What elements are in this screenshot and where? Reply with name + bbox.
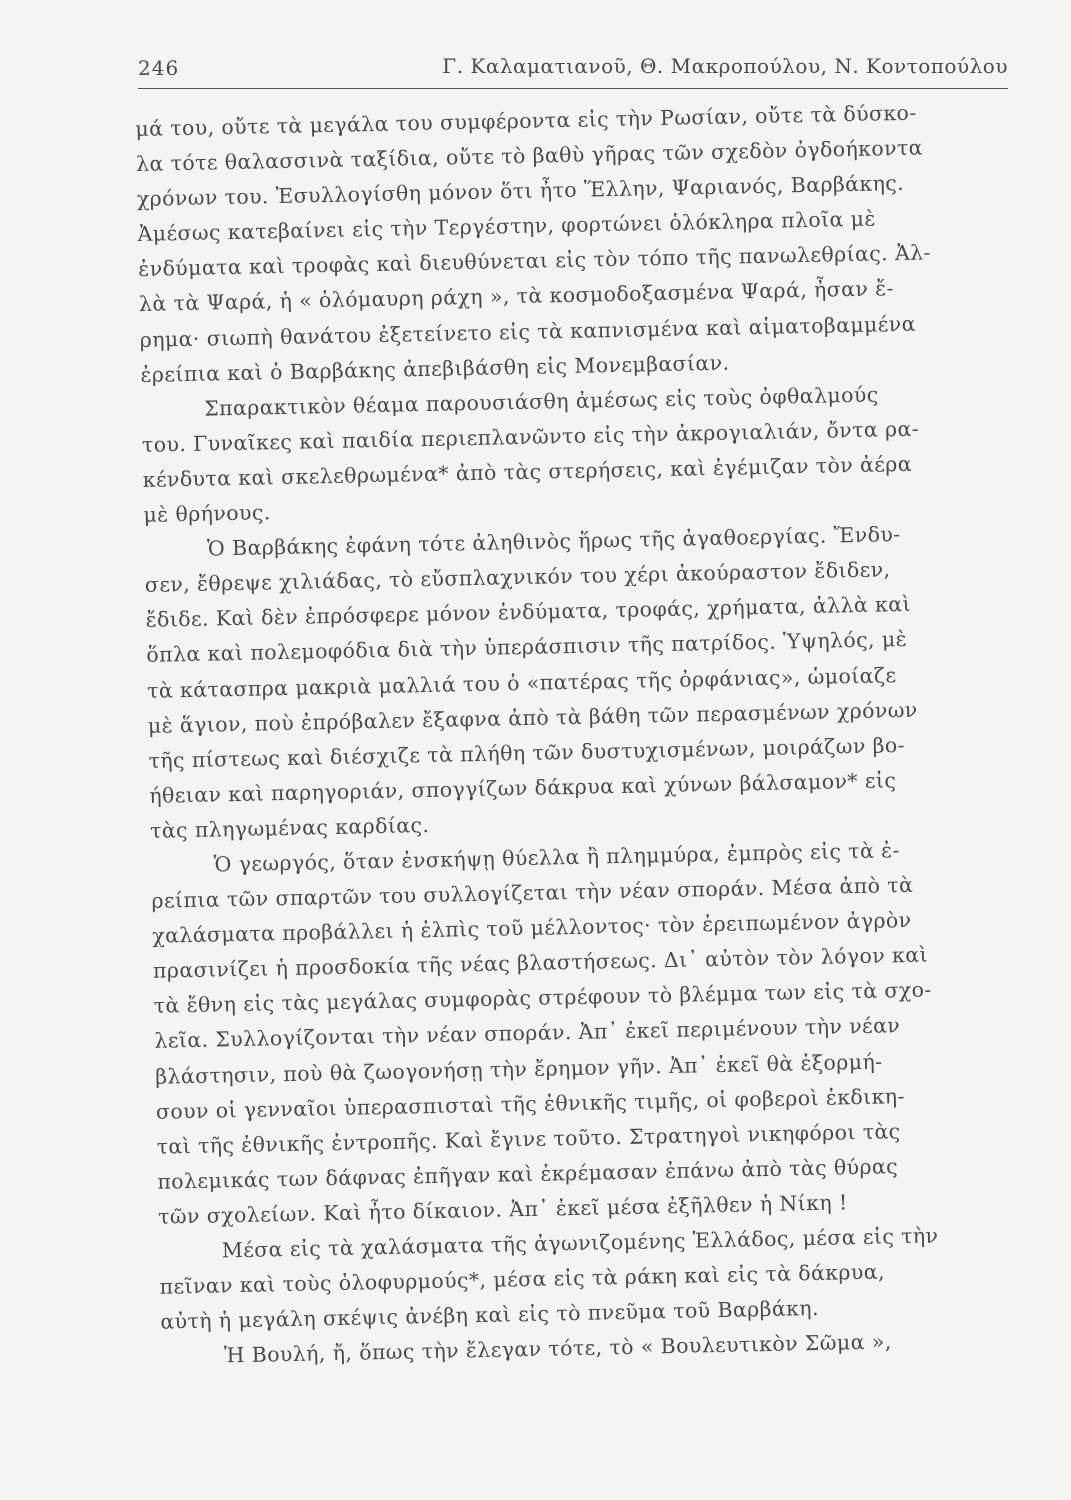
text-line: μά του, οὔτε τὰ μεγάλα του συμφέροντα εἰς τὴν Ρωσίαν, οὔτε τὰ δύσκο- [135,100,917,141]
text-line: Ὁ γεωργός, ὅταν ἐνσκήψῃ θύελλα ἢ πλημμύρα, ἐμπρὸς εἰς τὰ ἐ- [213,838,901,877]
text-line: ἐνδύματα καὶ τροφὰς καὶ διευθύνεται εἰς τὸν τόπο τῆς πανωλεθρίας. Ἀλ- [138,240,932,282]
text-line: Μέσα εἰς τὰ χαλάσματα τῆς ἀγωνιζομένης Ἑλλάδος, μέσα εἰς τὴν [221,1223,939,1263]
text-line: ὅπλα καὶ πολεμοφόδια διὰ τὴν ὑπεράσπισιν τῆς πατρίδος. Ὑψηλός, μὲ [146,627,908,668]
page-number: 246 [138,56,180,80]
text-line: ἔδιδε. Καὶ δὲν ἐπρόσφερε μόνον ἐνδύματα, τροφάς, χρήματα, ἀλλὰ καὶ [145,592,912,633]
text-line: Ἡ Βουλή, ἤ, ὅπως τὴν ἔλεγαν τότε, τὸ « Βουλευτικὸν Σῶμα », [223,1329,892,1368]
text-line: Ἀμέσως κατεβαίνει εἰς τὴν Τεργέστην, φορτώνει ὁλόκληρα πλοῖα μὲ [137,206,877,247]
text-line: τὰ κάτασπρα μακριὰ μαλλιά του ὁ «πατέρας τῆς ὀρφάνιας», ὡμοίαζε [146,662,897,703]
text-line: κένδυτα καὶ σκελεθρωμένα* ἀπὸ τὰς στερήσεις, καὶ ἐγέμιζαν τὸν ἀέρα [142,451,913,492]
text-line: τῆς πίστεως καὶ διέσχιζε τὰ πλήθη τῶν δυστυχισμένων, μοιράζων βο- [148,732,906,773]
text-line: σεν, ἔθρεψε χιλιάδας, τὸ εὔσπλαχνικόν του χέρι ἀκούραστον ἔδιδεν, [144,557,891,598]
text-line: ήθειαν καὶ παρηγοριάν, σπογγίζων δάκρυα καὶ χύνων βάλσαμον* εἰς [149,767,897,808]
text-line: τὰ ἔθνη εἰς τὰς μεγάλας συμφορὰς στρέφουν τὸ βλέμμα των εἰς τὰ σχο- [153,977,932,1019]
text-line: ρείπια τῶν σπαρτῶν του συλλογίζεται τὴν νέαν σποράν. Μέσα ἀπὸ τὰ [151,872,914,913]
text-line: μὲ θρήνους. [143,500,271,527]
text-line: πρασινίζει ἡ προσδοκία τῆς νέας βλαστήσεως. Δι᾿ αὐτὸν τὸν λόγον καὶ [152,942,929,984]
text-line: αὐτὴ ἡ μεγάλη σκέψις ἀνέβη καὶ εἰς τὸ πνεῦμα τοῦ Βαρβάκη. [160,1296,820,1334]
text-line: του. Γυναῖκες καὶ παιδία περιεπλανῶντο εἰς τὴν ἀκρογιαλιάν, ὄντα ρα- [141,416,920,457]
text-line: πολεμικάς των δάφνας ἐπῆγαν καὶ ἐκρέμασαν ἐπάνω ἀπὸ τὰς θύρας [157,1154,899,1194]
text-line: χρόνων του. Ἐσυλλογίσθη μόνον ὅτι ἦτο Ἕλλην, Ψαριανός, Βαρβάκης. [136,171,905,212]
text-line: ρημα· σιωπὴ θανάτου ἐξετείνετο εἰς τὰ καπνισμένα καὶ αἱματοβαμμένα [139,311,917,352]
text-line: λεῖα. Συλλογίζονται τὴν νέαν σποράν. Ἀπ᾿ ἐκεῖ περιμένουν τὴν νέαν [154,1013,901,1054]
text-line: σουν οἱ γενναῖοι ὑπερασπισταὶ τῆς ἐθνικῆς τιμῆς, οἱ φοβεροὶ ἐκδικη- [155,1083,906,1124]
text-line: λὰ τὰ Ψαρά, ἡ « ὁλόμαυρη ράχη », τὰ κοσμοδοξασμένα Ψαρά, ἦσαν ἔ- [138,276,895,317]
running-head: Γ. Καλαματιανοῦ, Θ. Μακροπούλου, Ν. Κοντοπούλου [442,54,1008,78]
text-line: τῶν σχολείων. Καὶ ἦτο δίκαιον. Ἀπ᾿ ἐκεῖ μέσα ἐξῆλθεν ἡ Νίκη ! [157,1190,848,1229]
text-line: Σπαρακτικὸν θέαμα παρουσιάσθη ἀμέσως εἰς τοὺς ὀφθαλμούς [203,382,879,421]
page-header [138,40,1008,89]
text-line: πεῖναν καὶ τοὺς ὀλοφυρμούς*, μέσα εἰς τὰ ράκη καὶ εἰς τὰ δάκρυα, [159,1259,886,1299]
text-line: βλάστησιν, ποὺ θὰ ζωογονήσῃ τὴν ἔρημον γῆν. Ἀπ᾿ ἐκεῖ θὰ ἐξορμή- [154,1049,883,1089]
text-line: χαλάσματα προβάλλει ἡ ἐλπὶς τοῦ μέλλοντος· τὸν ἐρειπωμένον ἀγρὸν [152,908,912,948]
text-line: Ὁ Βαρβάκης ἐφάνη τότε ἀληθινὸς ἥρως τῆς ἀγαθοεργίας. Ἔνδυ- [206,522,901,561]
text-line: ταὶ τῆς ἐθνικῆς ἐντροπῆς. Καὶ ἔγινε τοῦτο. Στρατηγοὶ νικηφόροι τὰς [156,1118,901,1159]
text-line: ἐρείπια καὶ ὁ Βαρβάκης ἀπεβιβάσθη εἰς Μονεμβασίαν. [140,350,730,387]
text-line: μὲ ἅγιον, ποὺ ἐπρόβαλεν ἔξαφνα ἀπὸ τὰ βάθη τῶν περασμένων χρόνων [147,697,918,738]
text-line: τὰς πληγωμένας καρδίας. [149,812,430,843]
body-text [135,94,1036,1375]
text-line: λα τότε θαλασσινὰ ταξίδια, οὔτε τὸ βαθὺ γῆρας τῶν σχεδὸν ὀγδοήκοντα [135,135,924,177]
